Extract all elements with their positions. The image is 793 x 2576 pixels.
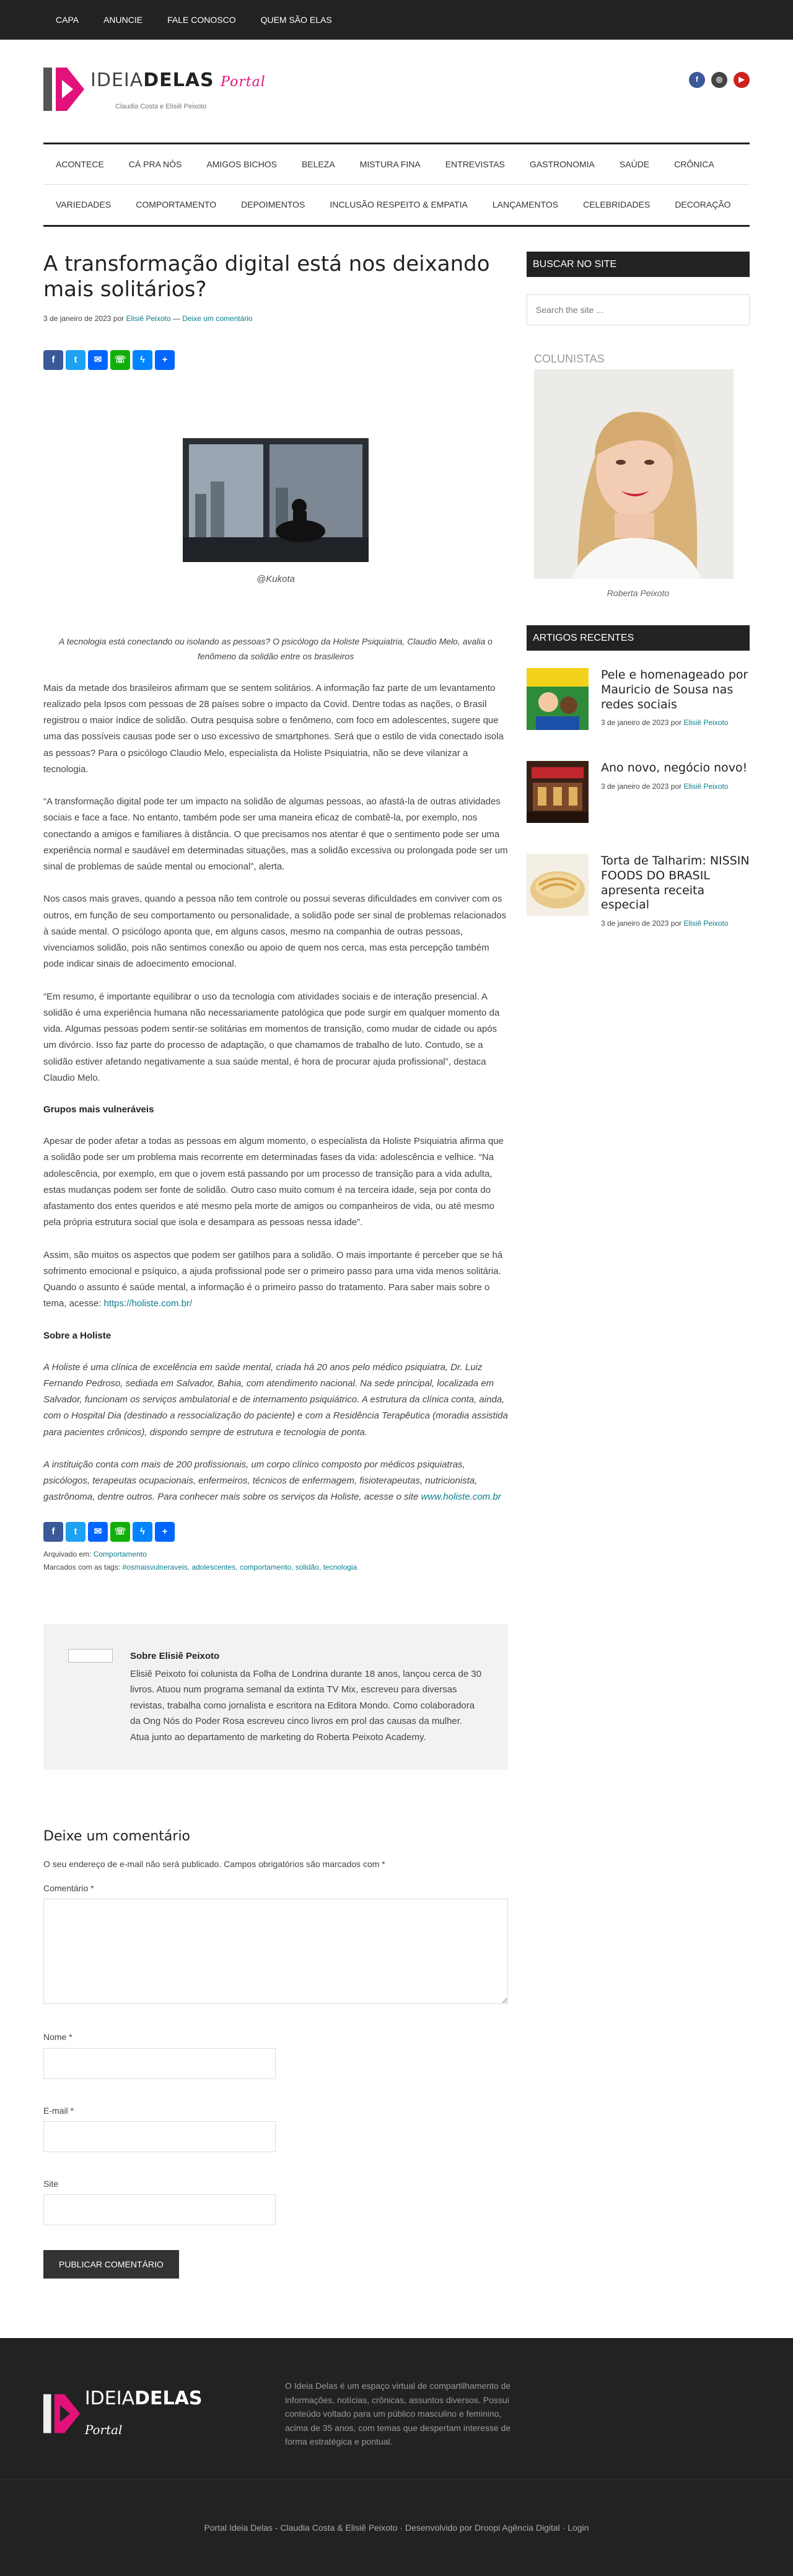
nav-item-entrevistas[interactable]: ENTREVISTAS bbox=[445, 159, 505, 169]
footer-logo[interactable] bbox=[43, 2379, 229, 2448]
main-nav-row-2 bbox=[43, 185, 750, 224]
recent-post[interactable] bbox=[527, 668, 750, 730]
nav-item-beleza[interactable]: BELEZA bbox=[301, 159, 335, 169]
main-nav-row-1 bbox=[43, 144, 750, 185]
addtoany-share-icon[interactable]: + bbox=[155, 1522, 175, 1542]
recent-post-thumbnail[interactable] bbox=[527, 761, 589, 823]
author-box-bio: Elisiê Peixoto foi colunista da Folha de Londrina durante 18 anos, lançou cerca de 30 livros. Atuou num programa semanal da extinta TV Mix, escreveu para diversas revistas, trabalha como jornalista e escritora na Editora Mondo. Como colaboradora da Ong Nós do Poder Rosa escreveu cinco livros em prol das causas da mulher. Atua junto ao departamento de marketing do Roberta Peixoto Academy. bbox=[130, 1668, 482, 1743]
top-nav-capa[interactable]: CAPA bbox=[56, 14, 79, 25]
share-buttons-top bbox=[43, 350, 508, 370]
article-date: 3 de janeiro de 2023 bbox=[43, 314, 112, 323]
author-avatar bbox=[68, 1649, 113, 1663]
recent-post-author[interactable]: Elisiê Peixoto bbox=[683, 781, 729, 791]
article-figure bbox=[43, 438, 508, 587]
name-input[interactable] bbox=[43, 2048, 276, 2079]
recent-post-title[interactable]: Pele e homenageado por Mauricio de Sousa nas redes sociais bbox=[601, 668, 748, 711]
article-author-link[interactable]: Elisiê Peixoto bbox=[126, 314, 171, 323]
logo-mark-icon bbox=[43, 68, 87, 111]
name-label: Nome * bbox=[43, 2032, 72, 2042]
recent-posts-widget bbox=[527, 625, 750, 930]
article-content bbox=[43, 252, 508, 2279]
messenger-share-icon[interactable]: ϟ bbox=[133, 350, 152, 370]
footer-logo-title: IDEIADELAS Portal bbox=[84, 2388, 203, 2438]
nav-item-celebridades[interactable]: CELEBRIDADES bbox=[583, 200, 651, 210]
nav-item-inclusao[interactable]: INCLUSÃO RESPEITO & EMPATIA bbox=[330, 200, 468, 210]
top-nav-quem-sao-elas[interactable]: QUEM SÃO ELAS bbox=[260, 14, 332, 25]
nav-item-saude[interactable]: SAÚDE bbox=[619, 159, 650, 169]
article-paragraph: Assim, são muitos os aspectos que podem ser gatilhos para a solidão. O mais importante é perceber que se há sofrimento emocional e psíquico, a ajuda profissional pode ser o primeiro passo para uma vida menos solitária. Quando o assunto é saúde mental, a informação é o primeiro passo do tratamento. Para saber mais sobre o tema, acesse: https://holiste.com.br/ bbox=[43, 1249, 503, 1309]
search-widget bbox=[527, 252, 750, 326]
site-header bbox=[43, 40, 750, 139]
footer-copyright[interactable]: Portal Ideia Delas - Claudia Costa & Elisiê Peixoto · Desenvolvido por Droopi Agência Digital · Login bbox=[204, 2523, 589, 2533]
article-lead: A tecnologia está conectando ou isolando as pessoas? O psicólogo da Holiste Psiquiatria, Claudio Melo, avalia o fenômeno da solidão entre os brasileiros bbox=[59, 636, 493, 662]
article-subheading: Sobre a Holiste bbox=[43, 1330, 112, 1341]
comment-form-title: Deixe um comentário bbox=[43, 1829, 191, 1845]
tags-links[interactable]: #osmaisvulneraveis, adolescentes, comportamento, solidão, tecnologia bbox=[122, 1563, 357, 1572]
sidebar bbox=[527, 252, 750, 2279]
instagram-icon[interactable]: ◎ bbox=[711, 72, 727, 88]
article-image-caption: @Kukota bbox=[256, 573, 295, 584]
social-icons bbox=[689, 72, 750, 88]
share-buttons-bottom bbox=[43, 1522, 508, 1542]
article-image bbox=[183, 438, 369, 562]
whatsapp-share-icon[interactable]: ☏ bbox=[110, 1522, 130, 1542]
article-subheading: Grupos mais vulneráveis bbox=[43, 1104, 154, 1115]
nav-item-comportamento[interactable]: COMPORTAMENTO bbox=[136, 200, 217, 210]
article-paragraph: Nos casos mais graves, quando a pessoa não tem controle ou possui severas dificuldades em conviver com os outros, em função de seu comportamento ou personalidade, a solidão pode ser sinal de problemas relacionados à saúde mental. O psicólogo aponta que, em alguns casos, mesmo na companhia de outras pessoas, vivenciamos solidão, pois não sentimos conexão ou apoio de quem nos cerca, mas esta percepção também pode indicar sinais de adoecimento emocional. bbox=[43, 894, 507, 970]
nav-item-cronica[interactable]: CRÔNICA bbox=[674, 159, 714, 169]
email-input[interactable] bbox=[43, 2121, 276, 2152]
article-meta: 3 de janeiro de 2023 por Elisiê Peixoto — Deixe um comentário bbox=[43, 314, 253, 323]
recent-post[interactable] bbox=[527, 761, 750, 823]
recent-post-title[interactable]: Ano novo, negócio novo! bbox=[601, 761, 748, 775]
email-label: E-mail * bbox=[43, 2105, 74, 2116]
footer-widgets bbox=[0, 2338, 793, 2479]
recent-post[interactable] bbox=[527, 854, 750, 930]
footer-about: O Ideia Delas é um espaço virtual de compartilhamento de informações, notícias, crônicas, assuntos diversos. Possui conteúdo voltado para um público masculino e feminino, acima de 35 anos, com temas que despertam interesse de forma estratégica e pontual. bbox=[285, 2381, 511, 2446]
site-footer bbox=[0, 2479, 793, 2575]
nav-item-depoimentos[interactable]: DEPOIMENTOS bbox=[241, 200, 305, 210]
author-box-title: Sobre Elisiê Peixoto bbox=[130, 1650, 220, 1661]
footer-logo-mark-icon bbox=[43, 2392, 82, 2435]
recent-posts-title: ARTIGOS RECENTES bbox=[527, 625, 750, 651]
site-container bbox=[0, 40, 793, 2576]
article-paragraph: A instituição conta com mais de 200 profissionais, um corpo clínico composto por médicos psiquiatras, psicólogos, terapeutas ocupacionais, enfermeiros, técnicos de enfermagem, fisioterapeutas, nutricionista, gastrônoma, dentre outros. Para conhecer mais sobre os serviços da Holiste, acesse o site www.holiste.com.br bbox=[43, 1459, 501, 1503]
article-paragraph: Apesar de poder afetar a todas as pessoas em algum momento, o especialista da Holiste Psiquiatria afirma que a solidão pode ser um problema mais recorrente em determinadas fases da vida: adolescência e velhice. “Na adolescência, por exemplo, em que o jovem está passando por um processo de transição para a vida adulta, estas mudanças podem ser fonte de solidão. Outro caso muito comum é na terceira idade, seja por conta do afastamento dos entes queridos e até mesmo pela morte de amigos ou companheiros de vida, ou até mesmo pela própria estrutura social que isola e desampara as pessoas nessa idade”. bbox=[43, 1136, 504, 1228]
addtoany-share-icon[interactable]: + bbox=[155, 350, 175, 370]
columnists-title: COLUNISTAS bbox=[534, 353, 605, 366]
email-share-icon[interactable]: ✉ bbox=[88, 350, 108, 370]
columnist-caption: Roberta Peixoto bbox=[607, 588, 670, 599]
article-title: A transformação digital está nos deixando mais solitários? bbox=[43, 251, 490, 302]
email-share-icon[interactable]: ✉ bbox=[88, 1522, 108, 1542]
recent-post-title[interactable]: Torta de Talharim: NISSIN FOODS DO BRASIL apresenta receita especial bbox=[601, 854, 750, 912]
whatsapp-share-icon[interactable]: ☏ bbox=[110, 350, 130, 370]
top-nav-fale-conosco[interactable]: FALE CONOSCO bbox=[167, 14, 236, 25]
site-input[interactable] bbox=[43, 2194, 276, 2225]
holiste-site-link[interactable]: www.holiste.com.br bbox=[421, 1492, 501, 1503]
article-comment-link[interactable]: Deixe um comentário bbox=[182, 314, 253, 323]
submit-comment-button[interactable]: PUBLICAR COMENTÁRIO bbox=[43, 2250, 179, 2279]
logo-tagline: Claudia Costa e Elisiê Peixoto bbox=[115, 103, 207, 111]
search-input[interactable]: Search the site ... bbox=[527, 294, 750, 325]
top-nav-anuncie[interactable]: ANUNCIE bbox=[103, 14, 143, 25]
facebook-share-icon[interactable]: f bbox=[43, 1522, 63, 1542]
main-nav bbox=[43, 143, 750, 227]
recent-post-author[interactable]: Elisiê Peixoto bbox=[683, 919, 729, 928]
nav-item-amigos-bichos[interactable]: AMIGOS BICHOS bbox=[206, 159, 277, 169]
nav-item-ca-pra-nos[interactable]: CÁ PRA NÓS bbox=[128, 159, 182, 169]
facebook-icon[interactable]: f bbox=[689, 72, 705, 88]
nav-item-lancamentos[interactable]: LANÇAMENTOS bbox=[492, 200, 559, 210]
article-paragraph: Mais da metade dos brasileiros afirmam que se sentem solitários. A informação faz parte de um levantamento realizado pela Ipsos com pessoas de 28 países sobre o impacto da Covid. Dentre todas as nações, o Brasil registrou o maior índice de solidão. Outra pesquisa sobre o fenômeno, com foco em adolescentes, sugere que uma das possíveis causas pode ser o uso excessivo de smartphones. Será que o estilo de vida conectado isola as pessoas? Para o psicólogo Claudio Melo, especialista da Holiste Psiquiatria, não se deve vilanizar a tecnologia. bbox=[43, 682, 504, 775]
nav-item-gastronomia[interactable]: GASTRONOMIA bbox=[529, 159, 595, 169]
top-bar bbox=[0, 0, 793, 40]
site-label: Site bbox=[43, 2179, 59, 2189]
recent-post-meta: 3 de janeiro de 2023 por Elisiê Peixoto bbox=[601, 781, 729, 791]
category-link[interactable]: Comportamento bbox=[93, 1549, 147, 1558]
recent-post-meta: 3 de janeiro de 2023 por Elisiê Peixoto bbox=[601, 919, 729, 928]
recent-post-meta: 3 de janeiro de 2023 por Elisiê Peixoto bbox=[601, 718, 729, 728]
holiste-link[interactable]: https://holiste.com.br/ bbox=[103, 1298, 193, 1309]
top-nav bbox=[43, 0, 750, 40]
article-paragraph: “Em resumo, é importante equilibrar o uso da tecnologia com atividades sociais e de interação presencial. A solidão é uma experiência humana não necessariamente patológica que pode surgir em qualquer momento da vida. Algumas pessoas podem sentir-se solitárias em momentos de transição, como mudar de cidade ou após um divórcio. Isso faz parte do processo de adaptação, o que chamamos de trabalho de luto. Contudo, se a solidão estiver afetando negativamente a sua saúde mental, é hora de procurar ajuda profissional”, destaca Claudio Melo. bbox=[43, 991, 500, 1083]
comment-textarea[interactable] bbox=[43, 1899, 508, 2004]
recent-post-thumbnail[interactable] bbox=[527, 668, 589, 730]
article-paragraph: “A transformação digital pode ter um impacto na solidão de algumas pessoas, ao afastá-la de outras atividades sociais e face a face. No entanto, também pode ser uma maneira eficaz de combatê-la, por exemplo, nos conectando a amigos e familiares à distância. O que precisamos nos atentar é que o sentimento pode ser uma experiência normal e saudável em determinadas situações, mas a solidão excessiva ou prolongada pode ser um sinal de problemas de saúde mental ou emocional”, alerta. bbox=[43, 796, 508, 873]
nav-item-acontece[interactable]: ACONTECE bbox=[56, 159, 104, 169]
twitter-share-icon[interactable]: t bbox=[66, 350, 85, 370]
messenger-share-icon[interactable]: ϟ bbox=[133, 1522, 152, 1542]
columnist-photo[interactable] bbox=[534, 369, 734, 579]
recent-post-thumbnail[interactable] bbox=[527, 854, 589, 916]
twitter-share-icon[interactable]: t bbox=[66, 1522, 85, 1542]
article-paragraph: A Holiste é uma clínica de excelência em saúde mental, criada há 20 anos pelo médico psiquiatra, Dr. Luiz Fernando Pedroso, sediada em Salvador, Bahia, com atendimento nacional. Na sede principal, localizada em Salvador, funcionam os serviços ambulatorial e de internamento psiquiátrico. A estrutura da clínica conta, ainda, com o Hospital Dia (destinado a ressocialização do paciente) e com a Residência Terapêutica (moradia assistida para pacientes crônicos), dispondo sempre de estrutura e tecnologia de ponta. bbox=[43, 1361, 508, 1438]
comment-label: Comentário * bbox=[43, 1883, 94, 1893]
facebook-share-icon[interactable]: f bbox=[43, 350, 63, 370]
logo-title: IDEIADELAS Portal bbox=[90, 69, 266, 92]
author-box bbox=[43, 1624, 508, 1770]
nav-item-variedades[interactable]: VARIEDADES bbox=[56, 200, 112, 210]
search-widget-title: BUSCAR NO SITE bbox=[527, 252, 750, 278]
nav-item-mistura-fina[interactable]: MISTURA FINA bbox=[359, 159, 421, 169]
article-taxonomy: Arquivado em: Comportamento Marcados com as tags: #osmaisvulneraveis, adolescentes, comportamento, solidão, tecnologia bbox=[43, 1549, 357, 1572]
article-body bbox=[43, 634, 508, 1506]
comment-form-note: O seu endereço de e-mail não será publicado. Campos obrigatórios são marcados com * bbox=[43, 1859, 385, 1870]
nav-item-decoracao[interactable]: DECORAÇÃO bbox=[675, 200, 731, 210]
recent-post-author[interactable]: Elisiê Peixoto bbox=[683, 718, 729, 728]
site-logo[interactable] bbox=[43, 66, 266, 113]
youtube-icon[interactable]: ▶ bbox=[734, 72, 750, 88]
columnists-widget bbox=[527, 350, 750, 600]
comment-form bbox=[43, 1826, 508, 2279]
